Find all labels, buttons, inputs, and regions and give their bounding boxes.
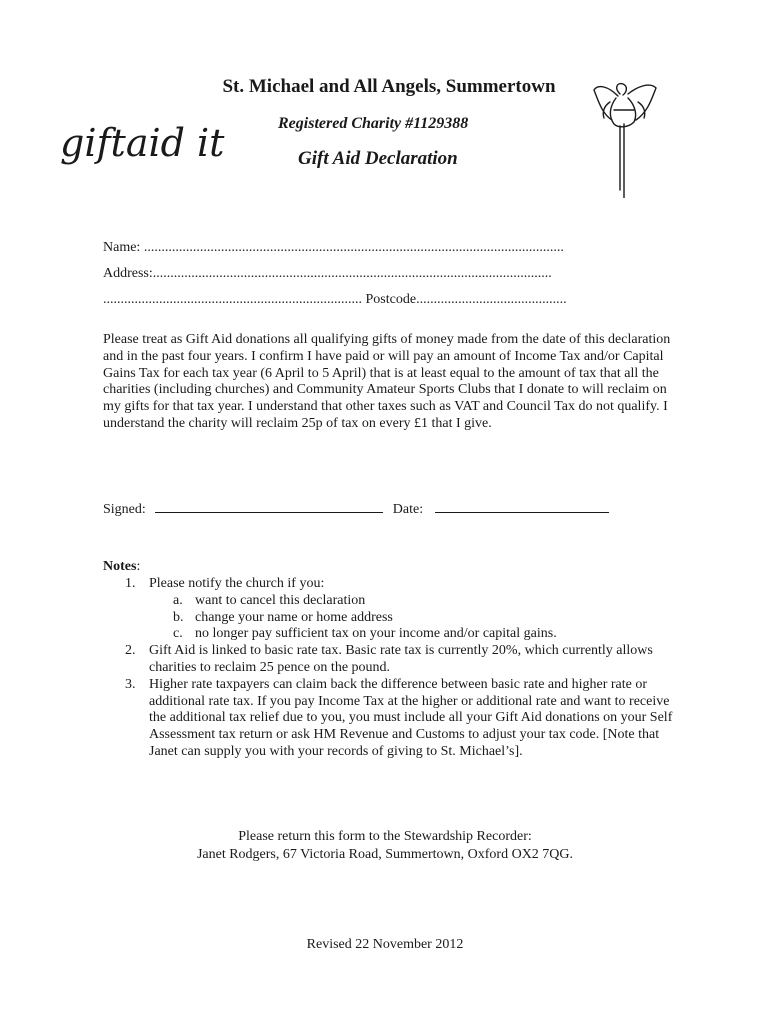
gift-aid-logo <box>58 112 238 172</box>
postcode-label: Postcode <box>365 292 417 307</box>
sub-list-item <box>103 593 673 610</box>
address-line2-field[interactable] <box>103 292 567 308</box>
sub-item-text: change your name or home address <box>195 609 393 625</box>
signature-line[interactable] <box>155 500 383 513</box>
signature-row <box>103 500 609 518</box>
sub-item-letter: a. <box>173 592 183 608</box>
notes-colon: : <box>136 559 141 574</box>
revision-date: Revised 22 November 2012 <box>306 937 464 952</box>
list-item <box>103 643 673 677</box>
sub-list-item <box>103 610 673 627</box>
notes-list <box>103 576 673 761</box>
return-line-1: Please return this form to the Stewardship Recorder: <box>238 829 532 844</box>
sub-item-text: no longer pay sufficient tax on your income and/or capital gains. <box>195 626 557 642</box>
sub-item-letter: b. <box>173 609 184 625</box>
list-item <box>103 677 673 761</box>
address-line2-dots: .......................................................................... <box>103 292 362 307</box>
return-line-2: Janet Rodgers, 67 Victoria Road, Summertown, Oxford OX2 7QG. <box>196 847 574 862</box>
sub-list-item <box>103 626 673 643</box>
declaration-text: Please treat as Gift Aid donations all qualifying gifts of money made from the date of this declaration and in the past four years. I confirm I have paid or will pay an amount of Income Tax and/or Capital Gains Tax for each tax year (6 April to 5 April) that is at least equal to the amount of tax that all the charities (including churches) and Community Amateur Sports Clubs that I donate to will reclaim on my gifts for that tax year. I understand that other taxes such as VAT and Council Tax do not qualify. I understand the charity will reclaim 25p of tax on every £1 that I give. <box>103 332 671 431</box>
address-dots: .................................................................................................................. <box>152 266 552 281</box>
date-label: Date: <box>392 502 424 517</box>
name-dots: ........................................................................................................................ <box>143 240 564 255</box>
address-field[interactable] <box>103 266 552 282</box>
list-item-text: Gift Aid is linked to basic rate tax. Basic rate tax is currently 20%, which currently allows charities to reclaim 25 pence on the pound. <box>149 643 653 675</box>
charity-number: Registered Charity #1129388 <box>278 115 469 132</box>
signed-label: Signed: <box>103 502 146 517</box>
notes-heading <box>103 559 140 575</box>
church-title: St. Michael and All Angels, Summertown <box>222 76 556 97</box>
notes-heading-text: Notes <box>103 559 137 574</box>
name-label: Name: <box>103 240 141 255</box>
postcode-dots: ........................................... <box>416 292 567 307</box>
list-item-number: 1. <box>125 576 136 591</box>
gift-aid-logo-text: giftaid it <box>60 121 225 165</box>
list-item-number: 2. <box>125 643 136 659</box>
date-line[interactable] <box>435 500 609 513</box>
list-item-number: 3. <box>125 676 136 692</box>
address-label: Address: <box>103 266 153 281</box>
sub-item-text: want to cancel this declaration <box>195 592 366 608</box>
name-field[interactable] <box>103 240 564 256</box>
angel-icon <box>590 80 660 198</box>
list-item <box>103 576 673 593</box>
return-instructions <box>0 828 770 864</box>
sub-item-letter: c. <box>173 626 183 642</box>
form-title: Gift Aid Declaration <box>298 148 458 169</box>
list-item-text: Please notify the church if you: <box>149 576 325 591</box>
list-item-text: Higher rate taxpayers can claim back the difference between basic rate and higher rate or additional rate tax. If you pay Income Tax at the higher or additional rate and want to receive the additional tax relief due to you, you must include all your Gift Aid donations on your Self Assessment tax return or ask HM Revenue and Customs to adjust your tax code. [Note that Janet can supply you with your records of giving to St. Michael’s]. <box>149 676 673 759</box>
